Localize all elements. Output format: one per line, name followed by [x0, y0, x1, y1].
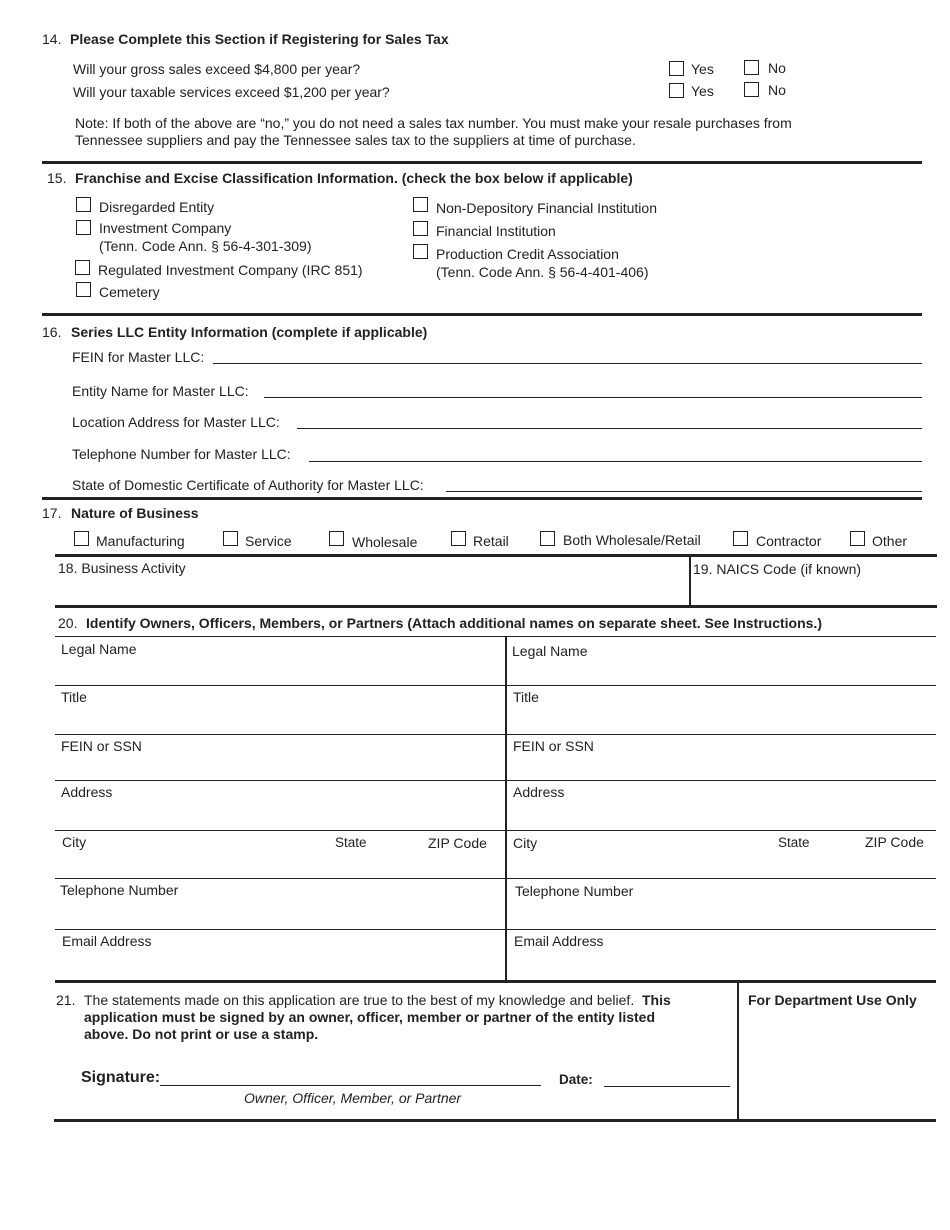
s17-both-checkbox[interactable] [540, 531, 555, 546]
section-divider [42, 161, 922, 164]
s16-title: Series LLC Entity Information (complete if applicable) [71, 324, 428, 340]
s15-nondepository-checkbox[interactable] [413, 197, 428, 212]
s21-signature-input[interactable] [160, 1085, 541, 1086]
s21-statement-line2: application must be signed by an owner, officer, member or partner of the entity listed [84, 1009, 655, 1025]
s15-disregarded-label: Disregarded Entity [99, 199, 215, 215]
table-line [55, 878, 936, 879]
s14-q2-no-checkbox[interactable] [744, 82, 759, 97]
s18-s19-divider [689, 556, 691, 606]
s17-number: 17. [42, 505, 62, 521]
s21-signature-label: Signature: [81, 1069, 161, 1086]
s17-retail-label: Retail [473, 533, 509, 549]
s17-wholesale-checkbox[interactable] [329, 531, 344, 546]
s16-location-label: Location Address for Master LLC: [72, 414, 280, 430]
s17-manufacturing-label: Manufacturing [96, 533, 185, 549]
s16-entity-name-input[interactable] [264, 397, 922, 398]
s17-wholesale-label: Wholesale [352, 534, 418, 550]
s17-contractor-checkbox[interactable] [733, 531, 748, 546]
s16-telephone-label: Telephone Number for Master LLC: [72, 446, 291, 462]
owner2-title-label: Title [513, 689, 539, 705]
s21-number: 21. [56, 992, 76, 1008]
owner1-address-label: Address [61, 784, 113, 800]
owner2-city-label: City [513, 835, 538, 851]
owner1-city-label: City [62, 834, 87, 850]
s21-statement-bold-start: This [642, 992, 671, 1008]
s16-fein-input[interactable] [213, 363, 922, 364]
s14-note-line2: Tennessee suppliers and pay the Tennessee sales tax to the suppliers at time of purchase. [75, 132, 636, 148]
s15-nondepository-label: Non-Depository Financial Institution [436, 200, 657, 216]
table-line [55, 780, 936, 781]
s14-q2-yes-label: Yes [691, 83, 714, 99]
s20-title: Identify Owners, Officers, Members, or Partners (Attach additional names on separate sheet. See Instructions.) [86, 615, 822, 631]
s16-number: 16. [42, 324, 62, 340]
s16-state-cert-label: State of Domestic Certificate of Authority for Master LLC: [72, 477, 424, 493]
table-line [55, 636, 936, 637]
section-divider [54, 1119, 936, 1122]
s14-q1-yes-checkbox[interactable] [669, 61, 684, 76]
s16-state-cert-input[interactable] [446, 491, 922, 492]
s14-question-gross-sales: Will your gross sales exceed $4,800 per year? [73, 61, 361, 77]
owner2-telephone-label: Telephone Number [515, 883, 634, 899]
s21-statement-line1 [84, 992, 671, 1008]
s15-investment-code: (Tenn. Code Ann. § 56-4-301-309) [99, 238, 312, 254]
owner1-legal-name-label: Legal Name [61, 641, 137, 657]
s17-service-label: Service [245, 533, 292, 549]
s17-other-checkbox[interactable] [850, 531, 865, 546]
owner2-state-label: State [778, 835, 810, 850]
s21-date-input[interactable] [604, 1086, 730, 1087]
s15-investment-label: Investment Company [99, 220, 232, 236]
owner1-title-label: Title [61, 689, 87, 705]
s14-q2-no-label: No [768, 82, 786, 98]
s20-number: 20. [58, 615, 78, 631]
s16-fein-label: FEIN for Master LLC: [72, 349, 205, 365]
s17-both-label: Both Wholesale/Retail [563, 532, 701, 548]
section-divider [42, 313, 922, 316]
s14-note-line1: Note: If both of the above are “no,” you do not need a sales tax number. You must make your resale purchases from [75, 115, 792, 131]
s14-title: Please Complete this Section if Registering for Sales Tax [70, 31, 449, 47]
s14-q2-yes-checkbox[interactable] [669, 83, 684, 98]
owner2-address-label: Address [513, 784, 565, 800]
owner1-zip-label: ZIP Code [428, 835, 487, 851]
s14-number: 14. [42, 31, 62, 47]
s14-question-taxable-services: Will your taxable services exceed $1,200 per year? [73, 84, 390, 100]
s17-retail-checkbox[interactable] [451, 531, 466, 546]
section-divider [55, 554, 937, 557]
owner2-fein-ssn-label: FEIN or SSN [513, 738, 594, 754]
owner2-zip-label: ZIP Code [865, 834, 924, 850]
s18-business-activity-label: 18. Business Activity [58, 560, 186, 576]
s15-regulated-checkbox[interactable] [75, 260, 90, 275]
table-line [55, 830, 936, 831]
section-divider [55, 605, 937, 608]
dept-use-label: For Department Use Only [748, 992, 917, 1008]
s15-cemetery-checkbox[interactable] [76, 282, 91, 297]
s15-regulated-label: Regulated Investment Company (IRC 851) [98, 262, 363, 278]
owner1-telephone-label: Telephone Number [60, 882, 179, 898]
s14-q1-yes-label: Yes [691, 61, 714, 77]
owner1-state-label: State [335, 835, 367, 850]
s15-number: 15. [47, 170, 67, 186]
s21-statement-plain: The statements made on this application are true to the best of my knowledge and belief. [84, 992, 635, 1008]
s15-production-code: (Tenn. Code Ann. § 56-4-401-406) [436, 264, 649, 280]
s15-production-checkbox[interactable] [413, 244, 428, 259]
s17-title: Nature of Business [71, 505, 199, 521]
owner2-email-label: Email Address [514, 933, 604, 949]
s17-manufacturing-checkbox[interactable] [74, 531, 89, 546]
s16-location-input[interactable] [297, 428, 922, 429]
s15-financial-label: Financial Institution [436, 223, 556, 239]
s15-cemetery-label: Cemetery [99, 284, 160, 300]
s17-contractor-label: Contractor [756, 533, 822, 549]
s15-production-label: Production Credit Association [436, 246, 619, 262]
s17-service-checkbox[interactable] [223, 531, 238, 546]
s21-signature-caption: Owner, Officer, Member, or Partner [244, 1090, 462, 1106]
table-line [55, 685, 936, 686]
s21-date-label: Date: [559, 1072, 593, 1087]
table-line [55, 734, 936, 735]
s16-entity-name-label: Entity Name for Master LLC: [72, 383, 249, 399]
s17-other-label: Other [872, 533, 908, 549]
s16-telephone-input[interactable] [309, 461, 922, 462]
owner2-legal-name-label: Legal Name [512, 643, 588, 659]
s15-disregarded-checkbox[interactable] [76, 197, 91, 212]
s14-q1-no-checkbox[interactable] [744, 60, 759, 75]
owner1-fein-ssn-label: FEIN or SSN [61, 738, 142, 754]
s15-investment-checkbox[interactable] [76, 220, 91, 235]
s15-financial-checkbox[interactable] [413, 221, 428, 236]
s21-statement-line3: above. Do not print or use a stamp. [84, 1026, 319, 1042]
section-divider [42, 497, 922, 500]
s14-q1-no-label: No [768, 60, 786, 76]
dept-use-divider [737, 982, 739, 1121]
section-divider [55, 980, 936, 983]
owner1-email-label: Email Address [62, 933, 152, 949]
s15-title: Franchise and Excise Classification Information. (check the box below if applicable) [75, 170, 633, 186]
table-line [55, 929, 936, 930]
s19-naics-label: 19. NAICS Code (if known) [693, 561, 862, 577]
